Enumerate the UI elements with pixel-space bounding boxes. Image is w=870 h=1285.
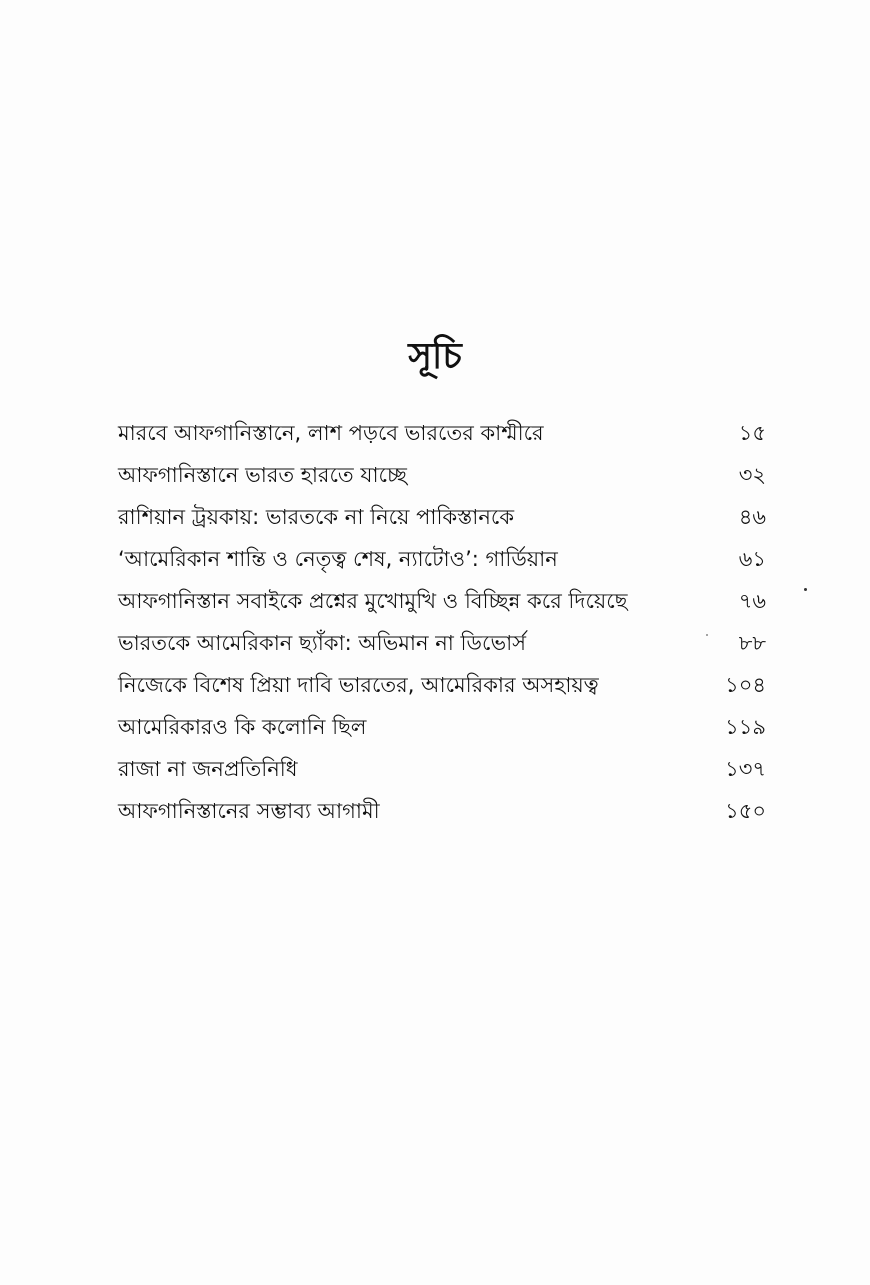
page-number: ১৩৭ bbox=[725, 757, 766, 781]
toc-entry bbox=[118, 412, 766, 454]
chapter-title: ‘আমেরিকান শান্তি ও নেতৃত্ব শেষ, ন্যাটোও’: গার্ডিয়ান bbox=[118, 547, 558, 571]
page-number: ১০৪ bbox=[725, 673, 766, 697]
toc-entry bbox=[118, 580, 766, 622]
toc-entry bbox=[118, 454, 766, 496]
chapter-title: আফগানিস্তান সবাইকে প্রশ্নের মুখোমুখি ও বিচ্ছিন্ন করে দিয়েছে bbox=[118, 589, 628, 613]
page-number: ৪৬ bbox=[738, 505, 766, 529]
toc-list bbox=[118, 412, 766, 832]
toc-entry bbox=[118, 496, 766, 538]
page-number: ৮৮ bbox=[738, 631, 766, 655]
page-number: ১১৯ bbox=[725, 715, 766, 739]
chapter-title: রাশিয়ান ট্রয়কায়: ভারতকে না নিয়ে পাকিস্তানকে bbox=[118, 505, 515, 529]
toc-entry bbox=[118, 748, 766, 790]
chapter-title: আফগানিস্তানের সম্ভাব্য আগামী bbox=[118, 799, 380, 823]
chapter-title: রাজা না জনপ্রতিনিধি bbox=[118, 757, 298, 781]
chapter-title: ভারতকে আমেরিকান ছ্যাঁকা: অভিমান না ডিভোর্স bbox=[118, 631, 527, 655]
toc-entry bbox=[118, 790, 766, 832]
page-number: ১৫ bbox=[738, 421, 766, 445]
page-number: ৩২ bbox=[738, 463, 766, 487]
chapter-title: নিজেকে বিশেষ প্রিয়া দাবি ভারতের, আমেরিকার অসহায়ত্ব bbox=[118, 673, 599, 697]
toc-entry bbox=[118, 664, 766, 706]
chapter-title: আমেরিকারও কি কলোনি ছিল bbox=[118, 715, 367, 739]
scan-speck bbox=[706, 634, 708, 636]
chapter-title: আফগানিস্তানে ভারত হারতে যাচ্ছে bbox=[118, 463, 407, 487]
chapter-title: মারবে আফগানিস্তানে, লাশ পড়বে ভারতের কাশ্মীরে bbox=[118, 421, 544, 445]
toc-entry bbox=[118, 706, 766, 748]
toc-entry bbox=[118, 622, 766, 664]
page-number: ১৫০ bbox=[725, 799, 766, 823]
page-number: ৭৬ bbox=[738, 589, 766, 613]
toc-entry bbox=[118, 538, 766, 580]
page-number: ৬১ bbox=[738, 547, 766, 571]
scan-speck bbox=[804, 588, 807, 591]
toc-title: সূচি bbox=[408, 336, 462, 377]
